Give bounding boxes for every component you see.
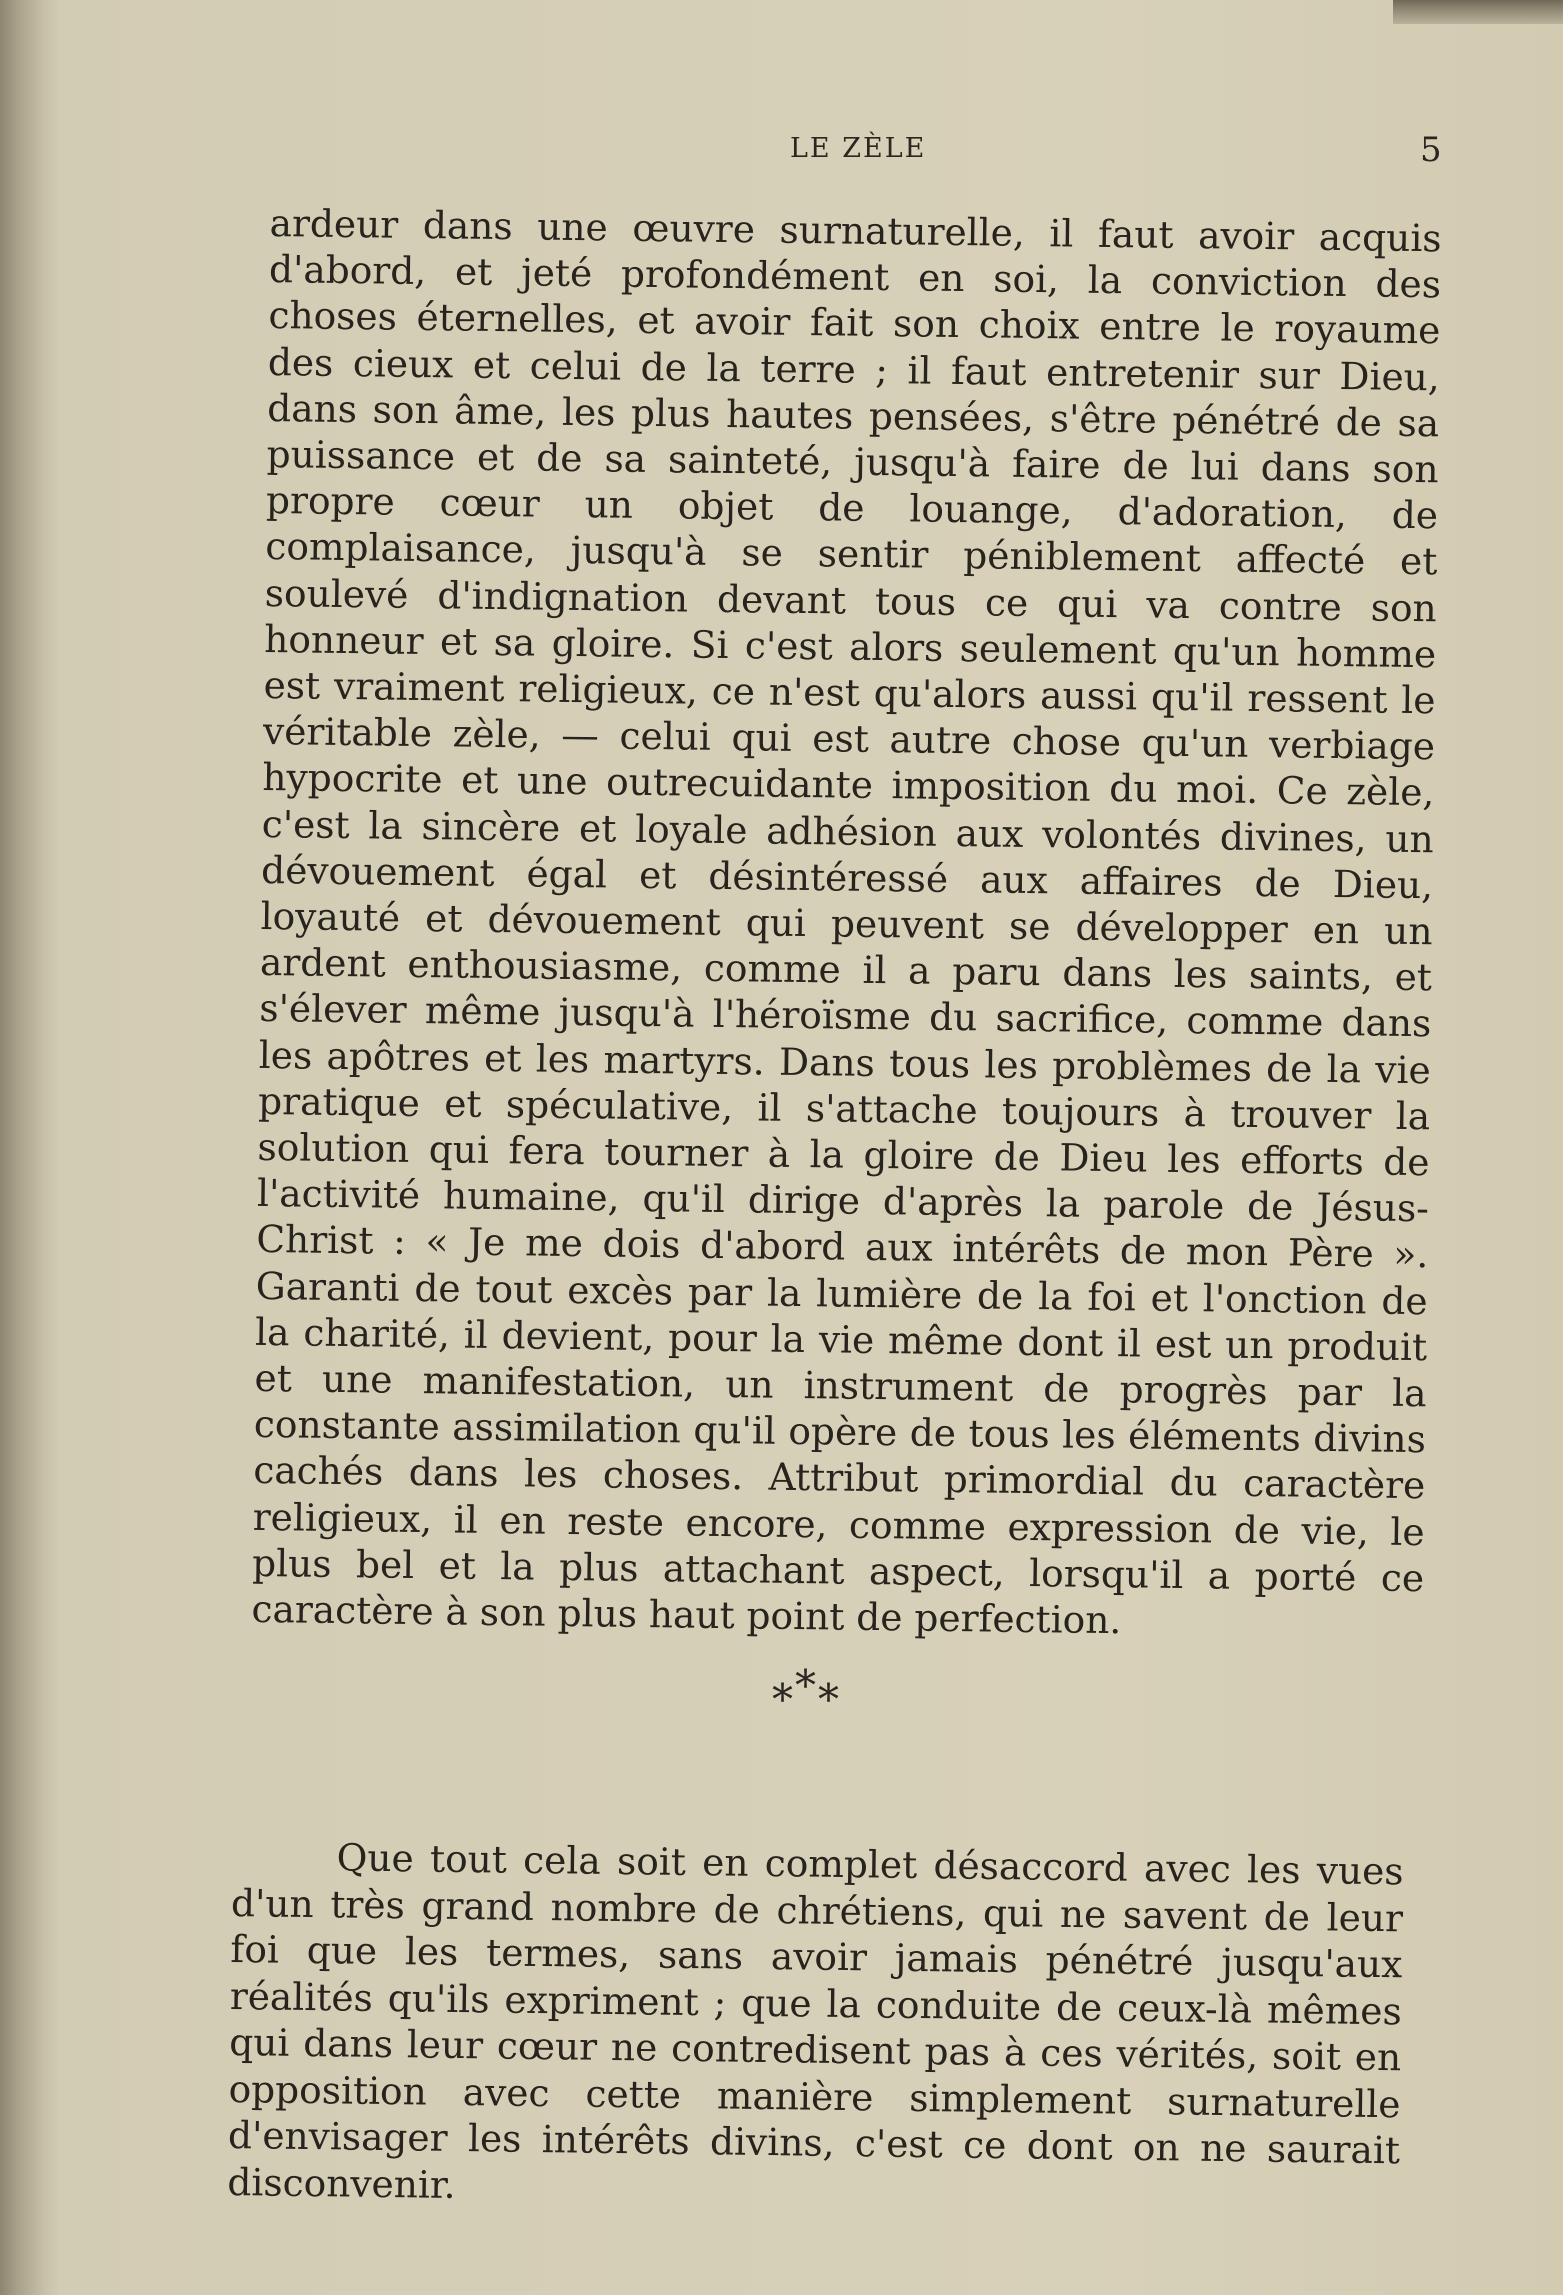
paragraph: Que tout cela soit en complet désaccord avec les vues d'un très grand nombre de chrétiens, qui ne savent de leur foi que les termes, sans avoir jamais pénétré jusqu'aux réalités qu'ils expriment ; que la conduite de ceux-là mêmes qui dans leur cœur ne contredisent pas à ces vérités, soit en opposition avec cette manière simplement surnaturelle d'envisager les intérêts divins, c'est ce dont on ne saurait disconvenir. — [227, 1835, 1404, 2207]
paragraph: ardeur dans une œuvre surnaturelle, il faut avoir acquis d'abord, et jeté profondément en soi, la conviction des choses éternelles, et avoir fait son choix entre le royaume des cieux et celui de la terre ; il faut entretenir sur Dieu, dans son âme, les plus hautes pensées, s'être pénétré de sa puissance et de sa sainteté, jusqu'à faire de lui dans son propre cœur un objet de louange, d'adoration, de complaisance, jusqu'à se sentir péniblement affecté et soulevé d'indignation devant tous ce qui va contre son honneur et sa gloire. Si c'est alors seulement qu'un homme est vraiment religieux, ce n'est qu'alors aussi qu'il ressent le véritable zèle, — celui qui est autre chose qu'un verbiage hypocrite et une outrecuidante imposition du moi. Ce zèle, c'est la sincère et loyale adhésion aux volontés divines, un dévouement égal et désintéressé aux affaires de Dieu, loyauté et dévouement qui peuvent se développer en un ardent enthousiasme, comme il a paru dans les saints, et s'élever même jusqu'à l'héroïsme du sacrifice, comme dans les apôtres et les martyrs. Dans tous les problèmes de la vie pratique et spéculative, il s'attache toujours à trouver la solution qui fera tourner à la gloire de Dieu les efforts de l'activité humaine, qu'il dirige d'après la parole de Jésus-Christ : « Je me dois d'abord aux intérêts de mon Père ». Garanti de tout excès par la lumière de la foi et l'onction de la charité, il devient, pour la vie même dont il est un produit et une manifestation, un instrument de progrès par la constante assimilation qu'il opère de tous les éléments divins cachés dans les choses. Attribut primordial du caractère religieux, il en reste encore, comme expression de vie, le plus bel et la plus attachant aspect, lorsqu'il a porté ce caractère à son plus haut point de perfection. — [251, 200, 1442, 1643]
asterisk-middle: * — [795, 1661, 818, 1710]
body-text-section-2 — [227, 1833, 1404, 2220]
asterisk-left: * — [772, 1675, 795, 1724]
page-edge — [1393, 0, 1563, 24]
binding-shadow — [0, 0, 60, 2295]
section-divider-asterism — [772, 1661, 841, 1724]
page-number: 5 — [1420, 130, 1442, 170]
page-header — [0, 128, 1563, 178]
running-head: LE ZÈLE — [790, 133, 927, 164]
asterisk-right: * — [818, 1675, 841, 1724]
body-text-section-1 — [251, 200, 1442, 1648]
